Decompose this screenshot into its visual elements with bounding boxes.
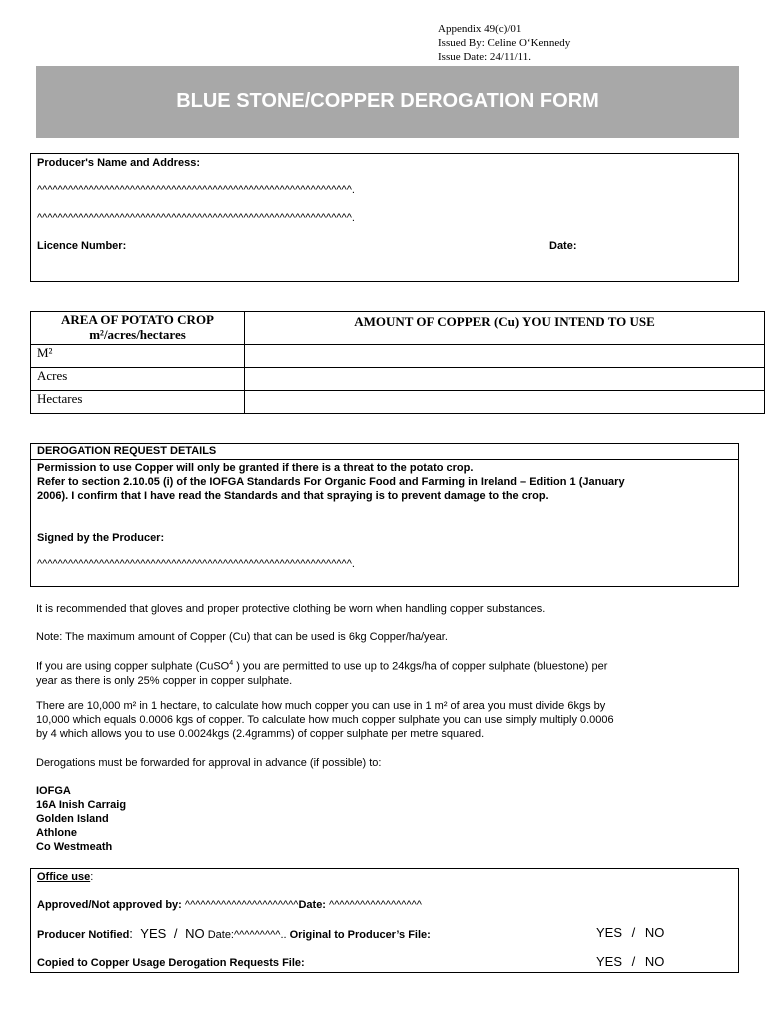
form-title: BLUE STONE/COPPER DEROGATION FORM [176, 90, 599, 112]
derogation-line-1: Permission to use Copper will only be granted if there is a threat to the potato crop. [37, 462, 474, 474]
copper-amount-acres-cell[interactable] [245, 368, 765, 391]
derogation-request-box [30, 443, 739, 587]
copper-amount-header: AMOUNT OF COPPER (Cu) YOU INTEND TO USE [245, 312, 765, 345]
appendix-ref: Appendix 49(c)/01 [438, 23, 522, 35]
producer-date-label: Date: [549, 240, 577, 252]
calc-line-1: There are 10,000 m² in 1 hectare, to calculate how much copper you can use in 1 m² of area you must divide 6kgs by [36, 700, 606, 712]
office-use-label: Office use [37, 871, 91, 883]
original-file-yes-no[interactable]: YES / NO [596, 925, 665, 940]
copper-amount-m2-cell[interactable] [245, 345, 765, 368]
producer-address-line-1[interactable]: ^^^^^^^^^^^^^^^^^^^^^^^^^^^^^^^^^^^^^^^^^^^^^^^^^^^^^^^^^^^^^. [37, 184, 355, 196]
producer-notified-row [37, 926, 431, 941]
original-file-label: Original to Producer’s File: [286, 929, 431, 941]
sulphate-text-c: year as there is only 25% copper in copper sulphate. [36, 674, 293, 687]
derogation-line-3: 2006). I confirm that I have read the Standards and that spraying is to prevent damage to the crop. [37, 490, 549, 502]
address-line-2: 16A Inish Carraig [36, 799, 127, 811]
row-label-m2: M² [31, 345, 245, 368]
copied-file-yes-no[interactable]: YES / NO [596, 954, 665, 969]
signed-label: Signed by the Producer: [37, 532, 165, 544]
producer-notified-label: Producer Notified [37, 929, 130, 941]
address-line-4: Athlone [36, 827, 77, 839]
area-column-header [31, 312, 245, 345]
sulphate-text-b: ) you are permitted to use up to 24kgs/ha of copper sulphate (bluestone) per [233, 660, 608, 673]
document-header [438, 22, 570, 64]
forwarding-note: Derogations must be forwarded for approval in advance (if possible) to: [36, 757, 382, 769]
derogation-heading: DEROGATION REQUEST DETAILS [31, 444, 738, 460]
sulphate-superscript: 4 [229, 660, 234, 667]
issue-date: Issue Date: 24/11/11. [438, 51, 531, 63]
sulphate-text-a: If you are using copper sulphate (CuSO [36, 660, 230, 673]
office-use-colon: : [90, 871, 94, 883]
producer-address-line-2[interactable]: ^^^^^^^^^^^^^^^^^^^^^^^^^^^^^^^^^^^^^^^^^^^^^^^^^^^^^^^^^^^^^. [37, 212, 355, 224]
office-use-box [30, 868, 739, 973]
issued-by: Issued By: Celine O‘Kennedy [438, 37, 571, 49]
office-date-label: Date: [298, 899, 330, 911]
area-header-line-2: m²/acres/hectares [89, 327, 186, 342]
potato-crop-table [30, 311, 765, 414]
copied-file-label: Copied to Copper Usage Derogation Requests File: [37, 957, 305, 969]
calc-line-3: by 4 which allows you to use 0.0024kgs (2.4gramms) of copper sulphate per metre squared. [36, 728, 485, 740]
producer-name-label: Producer's Name and Address: [37, 157, 200, 169]
address-line-1: IOFGA [36, 785, 71, 797]
calculation-note [36, 699, 726, 741]
address-line-5: Co Westmeath [36, 841, 113, 853]
row-label-hectares: Hectares [31, 391, 245, 414]
sulphate-note [36, 657, 726, 688]
producer-details-box [30, 153, 739, 282]
gloves-note: It is recommended that gloves and proper protective clothing be worn when handling copper substances. [36, 603, 546, 615]
title-banner [36, 66, 739, 138]
office-use-heading [37, 871, 93, 883]
row-label-acres: Acres [31, 368, 245, 391]
area-header-line-1: AREA OF POTATO CROP [61, 312, 214, 327]
approved-by-field[interactable]: ^^^^^^^^^^^^^^^^^^^^^^ [184, 899, 299, 911]
licence-number-label: Licence Number: [37, 240, 127, 252]
copper-amount-hectares-cell[interactable] [245, 391, 765, 414]
calc-line-2: 10,000 which equals 0.0006 kgs of copper. To calculate how much copper sulphate you can use simply multiply 0.0006 [36, 714, 614, 726]
office-date-field[interactable]: ^^^^^^^^^^^^^^^^^^ [329, 899, 422, 911]
producer-notified-yes-no[interactable]: : YES / NO [129, 926, 205, 941]
max-amount-note: Note: The maximum amount of Copper (Cu) that can be used is 6kg Copper/ha/year. [36, 631, 448, 643]
iofga-address [36, 784, 126, 854]
approval-row [37, 899, 422, 911]
derogation-line-2: Refer to section 2.10.05 (i) of the IOFGA Standards For Organic Food and Farming in Ireland – Edition 1 (January [37, 476, 625, 488]
approved-label: Approved/Not approved by: [37, 899, 185, 911]
signature-line[interactable]: ^^^^^^^^^^^^^^^^^^^^^^^^^^^^^^^^^^^^^^^^^^^^^^^^^^^^^^^^^^^^^. [37, 558, 355, 570]
notified-date-field[interactable]: Date:^^^^^^^^^.. [204, 929, 287, 941]
address-line-3: Golden Island [36, 813, 109, 825]
